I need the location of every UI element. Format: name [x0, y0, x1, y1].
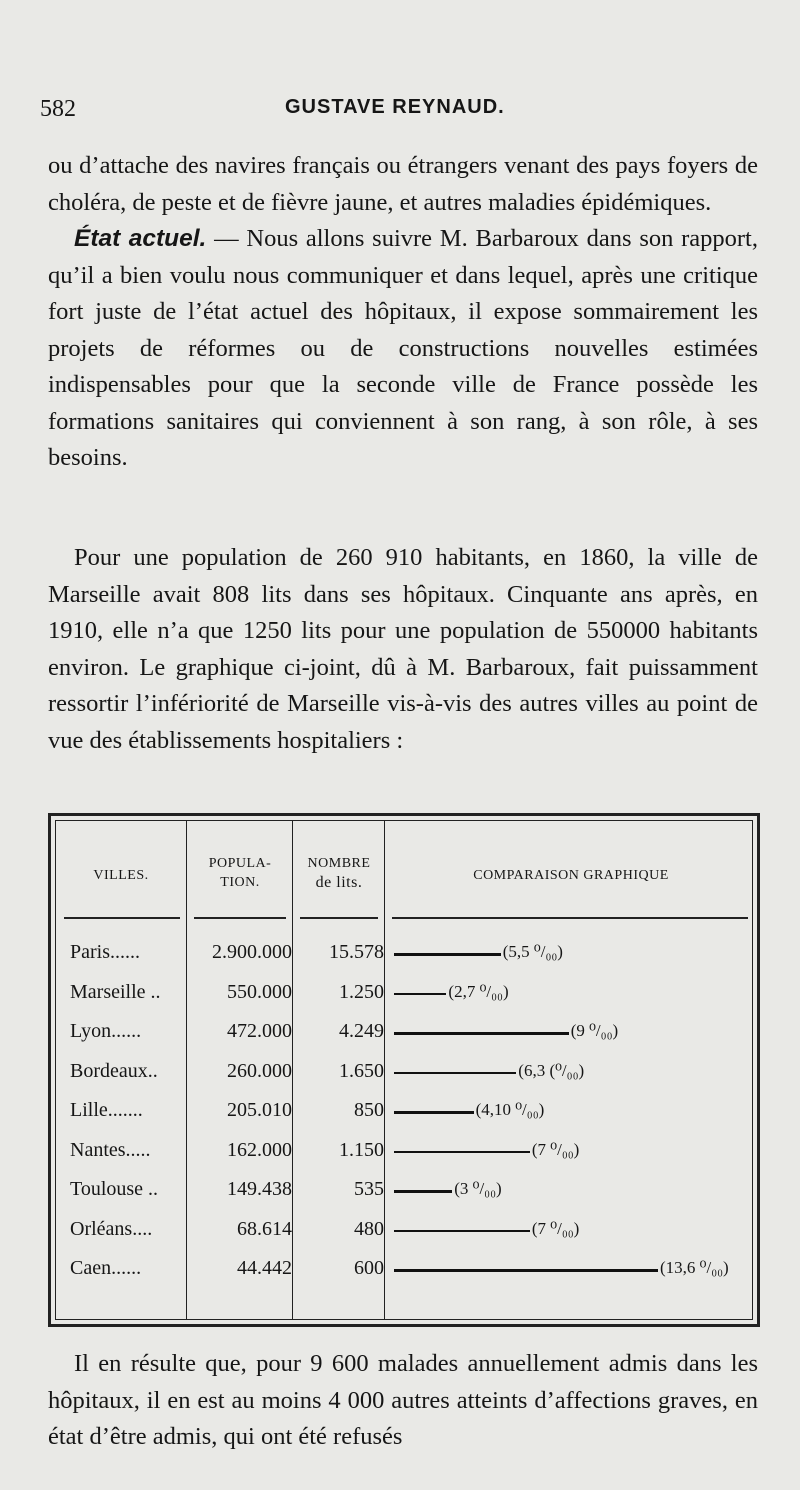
paragraph-continuation: ou d’attache des navires français ou étrangers venant des pays foyers de choléra, de peste et de fièvre jaune, et autres maladies épidémiques.	[48, 152, 758, 216]
population-cell: 205.010	[227, 1099, 292, 1121]
ratio-label: (6,3 (⁰/₀₀)	[518, 1060, 585, 1080]
comparison-bar	[394, 1072, 516, 1075]
city-cell: Nantes.....	[70, 1138, 151, 1161]
table-row	[56, 1253, 752, 1289]
comparison-bar	[394, 1032, 569, 1035]
section-label: État actuel.	[74, 225, 207, 252]
running-title: GUSTAVE REYNAUD.	[285, 96, 505, 118]
beds-cell: 535	[354, 1178, 384, 1200]
body-text-middle	[48, 540, 758, 759]
table-row	[56, 1135, 752, 1171]
population-cell: 2.900.000	[212, 941, 292, 963]
population-cell: 260.000	[227, 1059, 292, 1082]
ratio-label: (13,6 ⁰/₀₀)	[660, 1258, 729, 1277]
population-cell: 162.000	[227, 1138, 292, 1161]
paragraph-conclusion: Il en résulte que, pour 9 600 malades annuellement admis dans les hôpitaux, il en est au moins 4 000 autres atteints d’affections graves, en état d’être admis, qui ont été refusés	[48, 1350, 758, 1450]
population-cell: 68.614	[237, 1217, 292, 1240]
body-text-top	[48, 148, 758, 477]
table-row	[56, 1174, 752, 1210]
comparison-bar	[394, 993, 446, 996]
header-population	[188, 854, 292, 892]
ratio-label: (3 ⁰/₀₀)	[454, 1179, 502, 1198]
beds-cell: 15.578	[329, 941, 384, 963]
header-beds-line1: NOMBRE	[307, 856, 371, 871]
header-population-line1: POPULA-	[208, 856, 272, 871]
city-cell: Lyon......	[70, 1020, 142, 1042]
header-rule	[392, 917, 748, 919]
city-cell: Marseille ..	[70, 980, 161, 1003]
comparison-bar	[394, 1269, 658, 1272]
population-cell: 550.000	[227, 980, 292, 1003]
ratio-label: (9 ⁰/₀₀)	[570, 1021, 619, 1040]
city-cell: Lille.......	[70, 1099, 143, 1121]
ratio-label: (2,7 ⁰/₀₀)	[448, 981, 509, 1001]
beds-cell: 600	[354, 1257, 384, 1279]
table-row	[56, 1016, 752, 1052]
population-cell: 44.442	[237, 1257, 292, 1279]
comparison-bar	[394, 1190, 452, 1193]
header-rule	[194, 917, 286, 919]
population-cell: 472.000	[227, 1020, 292, 1042]
paragraph-population: Pour une population de 260 910 habitants, en 1860, la ville de Marseille avait 808 lits dans ses hôpitaux. Cinquante ans après, en 1910, elle n’a que 1250 lits pour une population de 550000 habitants environ. Le graphique ci-joint, dû à M. Barbaroux, fait puissamment ressortir l’infériorité de Marseille vis-à-vis des autres villes au point de vue des établissements hospitaliers :	[48, 544, 758, 754]
paragraph-etat-actuel	[48, 221, 758, 477]
header-population-line2: TION.	[220, 875, 260, 890]
comparison-bar	[394, 1151, 530, 1154]
table-row	[56, 1056, 752, 1092]
ratio-label: (7 ⁰/₀₀)	[531, 1218, 580, 1238]
city-cell: Paris......	[70, 941, 140, 963]
beds-cell: 1.250	[339, 980, 384, 1003]
beds-cell: 1.150	[339, 1138, 384, 1161]
city-cell: Bordeaux..	[70, 1059, 158, 1082]
population-cell: 149.438	[227, 1178, 292, 1200]
header-rule	[300, 917, 378, 919]
ratio-label: (5,5 ⁰/₀₀)	[502, 942, 563, 961]
header-rule	[64, 917, 180, 919]
comparison-bar	[394, 1230, 530, 1233]
beds-cell: 480	[354, 1217, 384, 1240]
beds-cell: 4.249	[339, 1020, 384, 1042]
header-beds-line2: de lits.	[315, 874, 363, 891]
page-header	[40, 96, 770, 128]
body-text-bottom	[48, 1346, 758, 1456]
ratio-label: (4,10 ⁰/₀₀)	[475, 1100, 545, 1119]
header-comparison: COMPARAISON GRAPHIQUE	[473, 868, 669, 883]
page-number: 582	[40, 96, 76, 122]
city-cell: Orléans....	[70, 1217, 153, 1240]
header-villes: VILLES.	[93, 868, 149, 883]
city-cell: Caen......	[70, 1257, 142, 1279]
table-row	[56, 1214, 752, 1250]
beds-cell: 850	[354, 1099, 384, 1121]
table-inner-frame	[55, 820, 753, 1320]
hospital-comparison-table	[48, 813, 760, 1327]
comparison-bar	[394, 1111, 474, 1114]
ratio-label: (7 ⁰/₀₀)	[531, 1139, 580, 1159]
paragraph-text: — Nous allons suivre M. Barbaroux dans son rapport, qu’il a bien voulu nous communiquer et dans lequel, après une critique fort juste de l’état actuel des hôpitaux, il expose sommairement les projets de réformes ou de constructions nouvelles estimées indispensables pour que la seconde ville de France possède les formations sanitaires qui conviennent à son rang, à son rôle, à ses besoins.	[48, 225, 758, 471]
comparison-bar	[394, 953, 501, 956]
table-row	[56, 1095, 752, 1131]
city-cell: Toulouse ..	[70, 1178, 159, 1200]
table-row	[56, 937, 752, 973]
beds-cell: 1.650	[339, 1059, 384, 1082]
header-beds	[294, 854, 384, 892]
table-row	[56, 977, 752, 1013]
